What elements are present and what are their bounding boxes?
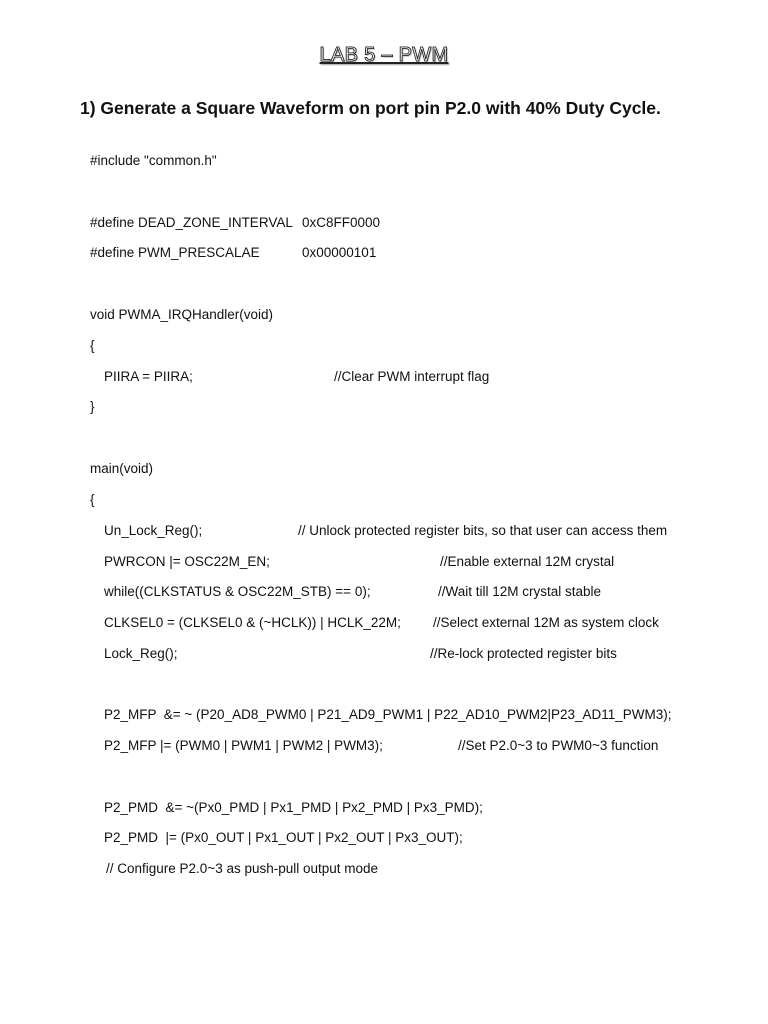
code-define-dead-zone-value: 0xC8FF0000 [302,215,381,230]
code-lock-comment: //Re-lock protected register bits [430,646,617,661]
code-irq-close-brace: } [90,399,95,414]
code-main-open-brace: { [90,492,95,507]
code-define-prescalae: #define PWM_PRESCALAE [90,245,260,260]
lab-title: LAB 5 – PWM [319,44,449,66]
code-pwrcon-comment: //Enable external 12M crystal [440,554,615,569]
code-mfp-set-comment: //Set P2.0~3 to PWM0~3 function [458,738,659,753]
code-mfp-clear-statement: P2_MFP &= ~ (P20_AD8_PWM0 | P21_AD9_PWM1 | P22_AD10_PWM2|P23_AD11_PWM3); [104,707,672,722]
task-heading: 1) Generate a Square Waveform on port pin P2.0 with 40% Duty Cycle. [80,98,661,118]
code-pmd-set-statement: P2_PMD |= (Px0_OUT | Px1_OUT | Px2_OUT | Px3_OUT); [104,830,463,845]
code-irq-statement: PIIRA = PIIRA; [104,369,193,384]
code-pmd-clear-statement: P2_PMD &= ~(Px0_PMD | Px1_PMD | Px2_PMD | Px3_PMD); [104,800,483,815]
code-irq-comment: //Clear PWM interrupt flag [334,369,490,384]
code-irq-open-brace: { [90,338,95,353]
code-define-prescalae-value: 0x00000101 [302,245,377,260]
code-while-comment: //Wait till 12M crystal stable [438,584,602,599]
code-while-statement: while((CLKSTATUS & OSC22M_STB) == 0); [104,584,371,599]
code-irq-signature: void PWMA_IRQHandler(void) [90,307,274,322]
code-main-signature: main(void) [90,461,154,476]
code-mfp-set-statement: P2_MFP |= (PWM0 | PWM1 | PWM2 | PWM3); [104,738,383,753]
code-pwrcon-statement: PWRCON |= OSC22M_EN; [104,554,270,569]
code-clksel-comment: //Select external 12M as system clock [433,615,659,630]
code-include: #include "common.h" [90,153,217,168]
code-define-dead-zone: #define DEAD_ZONE_INTERVAL [90,215,293,230]
code-unlock-statement: Un_Lock_Reg(); [104,523,203,538]
code-clksel-statement: CLKSEL0 = (CLKSEL0 & (~HCLK)) | HCLK_22M; [104,615,401,630]
code-unlock-comment: // Unlock protected register bits, so that user can access them [298,523,668,538]
code-pmd-comment: // Configure P2.0~3 as push-pull output mode [106,861,379,876]
code-lock-statement: Lock_Reg(); [104,646,178,661]
